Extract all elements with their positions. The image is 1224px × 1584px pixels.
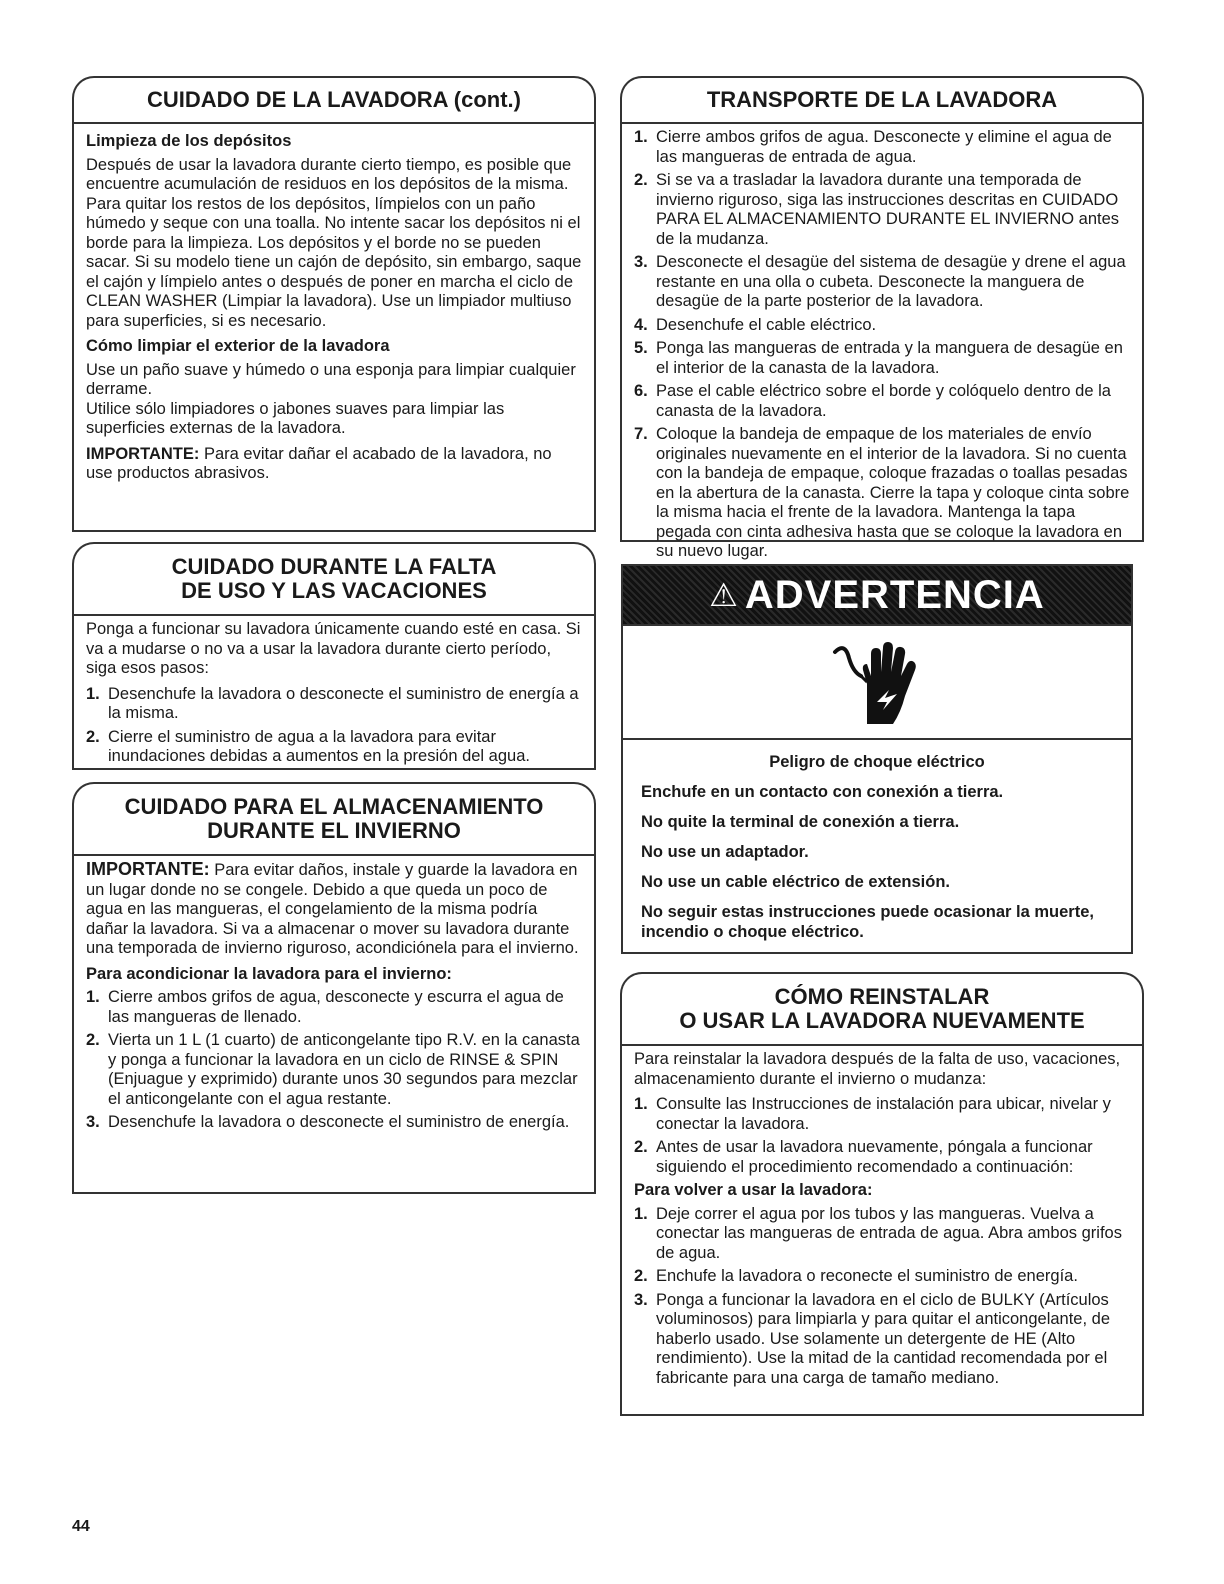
step-number: 5. — [634, 339, 648, 357]
reinstall-title-line1: CÓMO REINSTALAR — [774, 984, 990, 1009]
list-item — [634, 1205, 1130, 1264]
step-number: 3. — [634, 253, 648, 271]
list-item — [634, 382, 1130, 421]
care-sub2: Cómo limpiar el exterior de la lavadora — [86, 337, 390, 355]
step-number: 2. — [634, 1267, 648, 1285]
care-p3: Utilice sólo limpiadores o jabones suaves para limpiar las superficies externas de la lavadora. — [86, 399, 505, 437]
warning-title: ADVERTENCIA — [744, 572, 1045, 617]
list-item — [634, 1267, 1130, 1287]
warning-line: No seguir estas instrucciones puede ocasionar la muerte, incendio o choque eléctrico. — [641, 903, 1094, 941]
step-text: Enchufe la lavadora o reconecte el suministro de energía. — [656, 1267, 1078, 1285]
list-item — [634, 1291, 1130, 1389]
step-number: 4. — [634, 315, 648, 334]
list-item — [86, 728, 582, 767]
care-p2: Use un paño suave y húmedo o una esponja para limpiar cualquier derrame. — [86, 360, 576, 398]
step-number: 7. — [634, 425, 648, 443]
step-number: 1. — [634, 128, 648, 146]
vacation-intro: Ponga a funcionar su lavadora únicamente cuando esté en casa. Si va a mudarse o no va a usar la lavadora durante cierto período, siga esos pasos: — [86, 620, 581, 677]
warning-line: No use un cable eléctrico de extensión. — [641, 873, 951, 891]
winter-title — [72, 782, 596, 854]
electric-shock-hand-icon — [827, 632, 927, 732]
care-sub1: Limpieza de los depósitos — [86, 132, 292, 150]
reinstall-title-line2: O USAR LA LAVADORA NUEVAMENTE — [679, 1008, 1085, 1033]
vacation-steps — [86, 685, 582, 767]
care-imp-label: IMPORTANTE: — [86, 444, 200, 463]
step-text: Pase el cable eléctrico sobre el borde y colóquelo dentro de la canasta de la lavadora. — [656, 382, 1111, 420]
reinstall-section — [620, 984, 1144, 1416]
list-item — [634, 1095, 1130, 1134]
transport-title-text: TRANSPORTE DE LA LAVADORA — [706, 87, 1058, 112]
transport-steps — [634, 128, 1130, 562]
care-title — [72, 76, 596, 122]
list-item — [634, 316, 1130, 336]
step-text: Consulte las Instrucciones de instalación para ubicar, nivelar y conectar la lavadora. — [656, 1095, 1111, 1133]
step-text: Ponga a funcionar la lavadora en el ciclo de BULKY (Artículos voluminosos) para limpiarla y para quitar el anticongelante, de haberlo usado. Use solamente un detergente de HE (Alto rendimiento). Use la mitad de la cantidad recomendada por el fabricante para una carga de tamaño mediano. — [656, 1290, 1110, 1387]
reinstall-steps — [634, 1095, 1130, 1177]
list-item — [86, 988, 582, 1027]
list-item — [634, 339, 1130, 378]
vacation-title-line2: DE USO Y LAS VACACIONES — [181, 578, 487, 603]
winter-important — [86, 860, 582, 959]
step-number: 2. — [634, 171, 648, 189]
shock-hazard-icon-area — [623, 626, 1131, 740]
step-text: Antes de usar la lavadora nuevamente, póngala a funcionar siguiendo el procedimiento recomendado a continuación: — [656, 1138, 1093, 1176]
step-text: Vierta un 1 L (1 cuarto) de anticongelante tipo R.V. en la canasta y ponga a funcionar la lavadora en un ciclo de RINSE & SPIN (Enjuague y exprimido) durante unos 30 segundos para mezclar el anticongelante con el agua restante. — [108, 1031, 580, 1108]
list-item — [634, 1138, 1130, 1177]
list-item — [86, 1031, 582, 1109]
step-number: 1. — [86, 684, 100, 703]
step-number: 3. — [86, 1113, 100, 1131]
step-number: 2. — [634, 1138, 648, 1156]
care-important — [86, 445, 582, 484]
step-number: 1. — [634, 1095, 648, 1113]
step-text: Cierre el suministro de agua a la lavadora para evitar inundaciones debidas a aumentos en la presión del agua. — [108, 727, 530, 765]
reinstall-sub: Para volver a usar la lavadora: — [634, 1181, 873, 1199]
warning-header — [623, 566, 1131, 626]
warning-triangle-icon: ⚠ — [709, 577, 739, 613]
warning-line: No quite la terminal de conexión a tierra. — [641, 813, 960, 831]
winter-sub: Para acondicionar la lavadora para el invierno: — [86, 964, 452, 983]
step-text: Desenchufe la lavadora o desconecte el suministro de energía. — [108, 1113, 570, 1131]
list-item — [634, 253, 1130, 312]
step-number: 6. — [634, 382, 648, 400]
reinstall-intro: Para reinstalar la lavadora después de la falta de uso, vacaciones, almacenamiento durante el invierno o mudanza: — [634, 1050, 1121, 1088]
step-text: Desenchufe el cable eléctrico. — [656, 315, 877, 334]
care-p1: Después de usar la lavadora durante cierto tiempo, es posible que encuentre acumulación de residuos en los depósitos de la misma. Para quitar los restos de los depósitos, límpielos con un paño húmedo y seque con una toalla. No intente sacar los depósitos ni el borde para la limpieza. Los depósitos y el borde no se pueden sacar. Si su modelo tiene un cajón de depósito, sin embargo, saque el cajón y límpielo antes o después de poner en marcha el ciclo de CLEAN WASHER (Limpiar la lavadora). Use un limpiador multiuso para superficies, si es necesario. — [86, 155, 582, 330]
care-title-text: CUIDADO DE LA LAVADORA (cont.) — [147, 87, 521, 112]
vacation-section — [72, 554, 596, 770]
list-item — [634, 425, 1130, 562]
winter-imp-label: IMPORTANTE: — [86, 859, 210, 879]
warning-line: No use un adaptador. — [641, 843, 809, 861]
reinstall-steps2 — [634, 1205, 1130, 1389]
step-text: Cierre ambos grifos de agua, desconecte y escurra el agua de las mangueras de llenado. — [108, 988, 564, 1026]
step-text: Coloque la bandeja de empaque de los materiales de envío originales nuevamente en el interior de la lavadora. Si no cuenta con la bandeja de empaque, coloque frazadas o toallas pesadas en la abertura de la canasta. Cierre la tapa y coloque cinta sobre la misma hacia el frente de la lavadora. Mantenga la tapa pegada con cinta adhesiva hasta que se coloque la lavadora en su nuevo lugar. — [656, 425, 1130, 560]
step-number: 2. — [86, 727, 100, 746]
vacation-title — [72, 542, 596, 614]
care-section — [72, 87, 596, 532]
winter-title-line1: CUIDADO PARA EL ALMACENAMIENTO — [124, 794, 544, 819]
care-imp-text: Para evitar dañar el acabado de la lavadora, no use productos abrasivos. — [86, 444, 552, 482]
step-number: 1. — [634, 1204, 648, 1223]
list-item — [634, 128, 1130, 167]
winter-imp-text: Para evitar daños, instale y guarde la lavadora en un lugar donde no se congele. Debido a que queda un poco de agua en las mangueras, el congelamiento de la misma podría dañar la lavadora. Si va a almacenar o mover su lavadora durante una temporada de invierno riguroso, acondiciónela para el invierno. — [86, 861, 579, 957]
step-text: Desconecte el desagüe del sistema de desagüe y drene el agua restante en una olla o cubeta. Desconecte la manguera de desagüe de la parte posterior de la lavadora. — [656, 253, 1126, 310]
winter-steps — [86, 988, 582, 1133]
warning-box — [621, 564, 1133, 954]
reinstall-title — [620, 972, 1144, 1044]
warning-heading: Peligro de choque eléctrico — [769, 753, 985, 771]
step-number: 3. — [634, 1290, 648, 1309]
vacation-title-line1: CUIDADO DURANTE LA FALTA — [171, 554, 497, 579]
step-text: Desenchufe la lavadora o desconecte el suministro de energía a la misma. — [108, 684, 579, 722]
list-item — [86, 685, 582, 724]
list-item — [634, 171, 1130, 249]
transport-title — [620, 76, 1144, 122]
warning-line: Enchufe en un contacto con conexión a tierra. — [641, 783, 1004, 801]
page-number: 44 — [72, 1518, 90, 1535]
step-text: Si se va a trasladar la lavadora durante una temporada de invierno riguroso, siga las instrucciones descritas en CUIDADO PARA EL ALMACENAMIENTO DURANTE EL INVIERNO antes de la mudanza. — [656, 171, 1120, 248]
list-item — [86, 1113, 582, 1133]
winter-section — [72, 794, 596, 1194]
step-number: 1. — [86, 988, 100, 1006]
step-text: Ponga las mangueras de entrada y la manguera de desagüe en el interior de la canasta de la lavadora. — [656, 339, 1123, 377]
step-number: 2. — [86, 1031, 100, 1049]
transport-section — [620, 87, 1144, 560]
winter-title-line2: DURANTE EL INVIERNO — [207, 818, 461, 843]
step-text: Deje correr el agua por los tubos y las mangueras. Vuelva a conectar las mangueras de entrada de agua. Abra ambos grifos de agua. — [656, 1204, 1122, 1262]
step-text: Cierre ambos grifos de agua. Desconecte y elimine el agua de las mangueras de entrada de agua. — [656, 128, 1112, 166]
